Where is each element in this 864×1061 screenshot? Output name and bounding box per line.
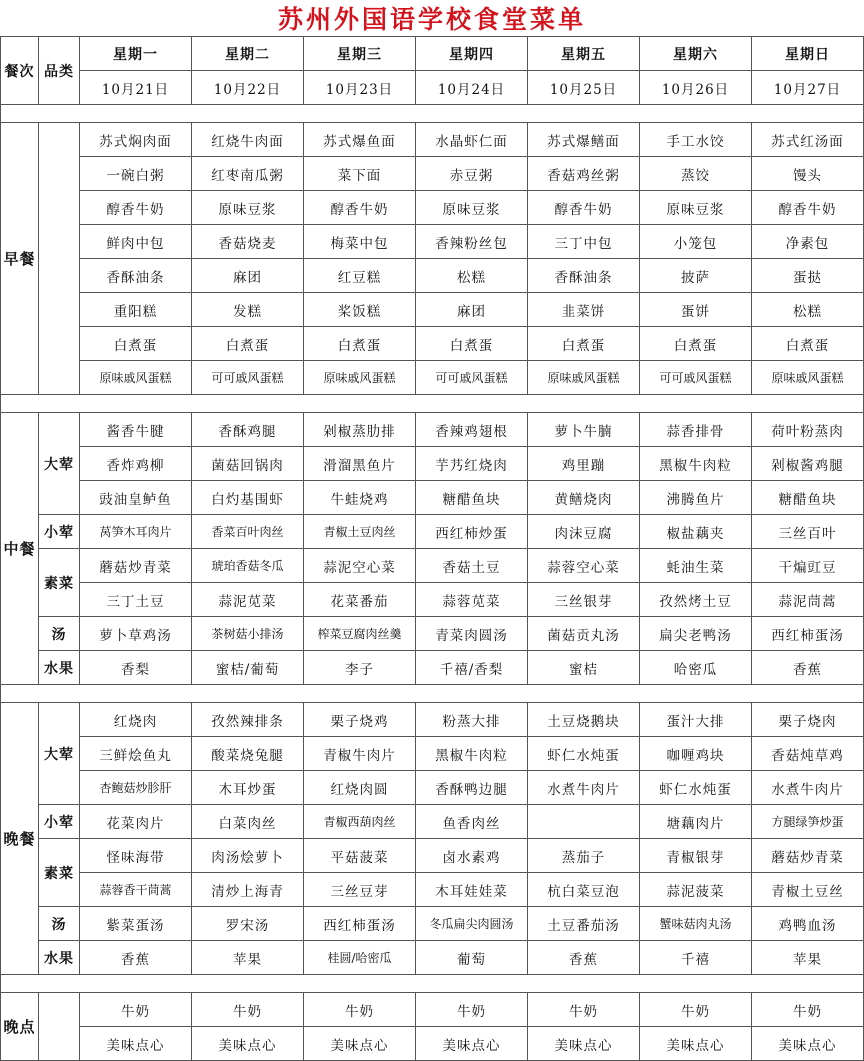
- table-row: [1, 293, 864, 327]
- menu-item: 栗子烧鸡: [304, 703, 416, 737]
- menu-item: 千禧: [640, 941, 752, 975]
- menu-item: 土豆烧鹅块: [528, 703, 640, 737]
- date-header: 10月22日: [192, 71, 304, 105]
- menu-item: 花菜番茄: [304, 583, 416, 617]
- menu-item: 美味点心: [640, 1027, 752, 1061]
- menu-item: 肉汤烩萝卜: [192, 839, 304, 873]
- menu-item: 西红柿蛋汤: [752, 617, 864, 651]
- category-label: 素菜: [39, 839, 80, 907]
- menu-item: 卤水素鸡: [416, 839, 528, 873]
- menu-item: 萝卜牛腩: [528, 413, 640, 447]
- menu-item: 香菇鸡丝粥: [528, 157, 640, 191]
- header-row-days: [1, 37, 864, 71]
- menu-item: 剁椒酱鸡腿: [752, 447, 864, 481]
- menu-item: 芋艿红烧肉: [416, 447, 528, 481]
- category-label: 小荤: [39, 805, 80, 839]
- date-header: 10月26日: [640, 71, 752, 105]
- day-header: 星期五: [528, 37, 640, 71]
- menu-item: 披萨: [640, 259, 752, 293]
- menu-item: 香菇炖草鸡: [752, 737, 864, 771]
- menu-item: 木耳炒蛋: [192, 771, 304, 805]
- menu-item: 扁尖老鸭汤: [640, 617, 752, 651]
- menu-item: 红烧牛肉面: [192, 123, 304, 157]
- menu-item: 鱼香肉丝: [416, 805, 528, 839]
- table-row: [1, 361, 864, 395]
- menu-item: 蛋饼: [640, 293, 752, 327]
- menu-item: 怪味海带: [80, 839, 192, 873]
- table-row: [1, 651, 864, 685]
- menu-item: 牛奶: [192, 993, 304, 1027]
- table-row: [1, 225, 864, 259]
- day-header: 星期二: [192, 37, 304, 71]
- menu-item: 清炒上海青: [192, 873, 304, 907]
- menu-item: 牛奶: [528, 993, 640, 1027]
- menu-item: 栗子烧肉: [752, 703, 864, 737]
- menu-item: 杭白菜豆泡: [528, 873, 640, 907]
- menu-item: 蒜泥空心菜: [304, 549, 416, 583]
- category-label: 水果: [39, 941, 80, 975]
- menu-item: 蒸茄子: [528, 839, 640, 873]
- menu-item: 水煮牛肉片: [528, 771, 640, 805]
- menu-item: 咖喱鸡块: [640, 737, 752, 771]
- menu-item: 塘藕肉片: [640, 805, 752, 839]
- menu-item: 美味点心: [528, 1027, 640, 1061]
- menu-item: 糖醋鱼块: [752, 481, 864, 515]
- day-header: 星期六: [640, 37, 752, 71]
- menu-item: 苹果: [752, 941, 864, 975]
- menu-item: 白菜肉丝: [192, 805, 304, 839]
- menu-item: 美味点心: [752, 1027, 864, 1061]
- section-gap: [1, 685, 864, 703]
- table-row: [1, 1027, 864, 1061]
- header-row-dates: [1, 71, 864, 105]
- date-header: 10月23日: [304, 71, 416, 105]
- menu-item: 蒜蓉香干茼蒿: [80, 873, 192, 907]
- table-row: [1, 447, 864, 481]
- menu-item: 美味点心: [80, 1027, 192, 1061]
- menu-item: 牛奶: [416, 993, 528, 1027]
- menu-item: 牛奶: [752, 993, 864, 1027]
- day-header: 星期一: [80, 37, 192, 71]
- menu-item: 三丝百叶: [752, 515, 864, 549]
- menu-item: 白煮蛋: [640, 327, 752, 361]
- menu-item: 原味戚风蛋糕: [752, 361, 864, 395]
- date-header: 10月21日: [80, 71, 192, 105]
- menu-item: 香蕉: [528, 941, 640, 975]
- menu-item: 冬瓜扁尖肉圆汤: [416, 907, 528, 941]
- menu-item: 罗宋汤: [192, 907, 304, 941]
- menu-item: 醇香牛奶: [528, 191, 640, 225]
- menu-item: 杏鲍菇炒胗肝: [80, 771, 192, 805]
- menu-item: 李子: [304, 651, 416, 685]
- menu-item: 三丝豆芽: [304, 873, 416, 907]
- menu-item: 青菜肉圆汤: [416, 617, 528, 651]
- menu-item: 原味豆浆: [416, 191, 528, 225]
- menu-item: 香菇烧麦: [192, 225, 304, 259]
- section-gap: [1, 975, 864, 993]
- meal-label: 晚餐: [1, 703, 39, 975]
- day-header: 星期四: [416, 37, 528, 71]
- meal-header: 餐次: [1, 37, 39, 105]
- menu-item: 香酥油条: [80, 259, 192, 293]
- menu-item: 木耳娃娃菜: [416, 873, 528, 907]
- menu-item: 苏式红汤面: [752, 123, 864, 157]
- table-row: [1, 157, 864, 191]
- menu-item: 蘑菇炒青菜: [752, 839, 864, 873]
- section-gap: [1, 395, 864, 413]
- date-header: 10月25日: [528, 71, 640, 105]
- menu-item: 小笼包: [640, 225, 752, 259]
- category-label: 大荤: [39, 413, 80, 515]
- table-row: [1, 515, 864, 549]
- menu-item: 蒸饺: [640, 157, 752, 191]
- menu-item: 蛋汁大排: [640, 703, 752, 737]
- category-label: [39, 123, 80, 395]
- menu-item: 赤豆粥: [416, 157, 528, 191]
- menu-item: 孜然辣排条: [192, 703, 304, 737]
- menu-item: 茶树菇小排汤: [192, 617, 304, 651]
- category-label: 小荤: [39, 515, 80, 549]
- menu-item: 原味戚风蛋糕: [304, 361, 416, 395]
- menu-item: 麻团: [416, 293, 528, 327]
- menu-item: 鸡里蹦: [528, 447, 640, 481]
- menu-item: 青椒牛肉片: [304, 737, 416, 771]
- menu-item: 苏式爆鳝面: [528, 123, 640, 157]
- menu-item: 蜜桔: [528, 651, 640, 685]
- table-row: [1, 617, 864, 651]
- category-label: [39, 993, 80, 1061]
- menu-item: 醇香牛奶: [80, 191, 192, 225]
- menu-item: 白煮蛋: [192, 327, 304, 361]
- menu-item: 美味点心: [304, 1027, 416, 1061]
- menu-item: 梅菜中包: [304, 225, 416, 259]
- table-row: [1, 703, 864, 737]
- menu-item: 可可戚风蛋糕: [416, 361, 528, 395]
- menu-item: 发糕: [192, 293, 304, 327]
- gap-cell: [1, 105, 864, 123]
- menu-item: 粉蒸大排: [416, 703, 528, 737]
- menu-item: 蒜香排骨: [640, 413, 752, 447]
- menu-item: 醇香牛奶: [752, 191, 864, 225]
- table-row: [1, 259, 864, 293]
- menu-item: 青椒土豆丝: [752, 873, 864, 907]
- menu-item: 白煮蛋: [304, 327, 416, 361]
- meal-label: 晚点: [1, 993, 39, 1061]
- menu-item: 黑椒牛肉粒: [416, 737, 528, 771]
- menu-item: 荷叶粉蒸肉: [752, 413, 864, 447]
- menu-item: 醇香牛奶: [304, 191, 416, 225]
- table-row: [1, 993, 864, 1027]
- menu-item: 美味点心: [416, 1027, 528, 1061]
- menu-item: 三丁土豆: [80, 583, 192, 617]
- menu-item: 豉油皇鲈鱼: [80, 481, 192, 515]
- menu-item: 葡萄: [416, 941, 528, 975]
- gap-cell: [1, 685, 864, 703]
- menu-item: 黄鳝烧肉: [528, 481, 640, 515]
- menu-item: 苹果: [192, 941, 304, 975]
- menu-item: 重阳糕: [80, 293, 192, 327]
- menu-item: 三丁中包: [528, 225, 640, 259]
- menu-item: 美味点心: [192, 1027, 304, 1061]
- table-row: [1, 941, 864, 975]
- menu-item: 黑椒牛肉粒: [640, 447, 752, 481]
- menu-item: 青椒西葫肉丝: [304, 805, 416, 839]
- menu-item: 苏式爆鱼面: [304, 123, 416, 157]
- day-header: 星期日: [752, 37, 864, 71]
- menu-item: 牛奶: [304, 993, 416, 1027]
- table-row: [1, 549, 864, 583]
- menu-item: 哈密瓜: [640, 651, 752, 685]
- page-title: 苏州外国语学校食堂菜单: [277, 5, 586, 34]
- menu-item: 牛蛙烧鸡: [304, 481, 416, 515]
- table-row: [1, 327, 864, 361]
- table-row: [1, 907, 864, 941]
- menu-item: 榨菜豆腐肉丝羹: [304, 617, 416, 651]
- menu-item: 馒头: [752, 157, 864, 191]
- menu-item: 可可戚风蛋糕: [192, 361, 304, 395]
- menu-item: 西红柿蛋汤: [304, 907, 416, 941]
- menu-item: 虾仁水炖蛋: [640, 771, 752, 805]
- menu-item: 椒盐藕夹: [640, 515, 752, 549]
- menu-item: 莴笋木耳肉片: [80, 515, 192, 549]
- menu-item: 酱香牛腱: [80, 413, 192, 447]
- menu-item: 红豆糕: [304, 259, 416, 293]
- menu-item: 紫菜蛋汤: [80, 907, 192, 941]
- menu-item: 白煮蛋: [416, 327, 528, 361]
- day-header: 星期三: [304, 37, 416, 71]
- menu-item: 干煸豇豆: [752, 549, 864, 583]
- menu-item: 千禧/香梨: [416, 651, 528, 685]
- menu-item: 香梨: [80, 651, 192, 685]
- menu-item: 原味戚风蛋糕: [528, 361, 640, 395]
- category-label: 水果: [39, 651, 80, 685]
- menu-item: 蒜泥茼蒿: [752, 583, 864, 617]
- menu-item: 松糕: [752, 293, 864, 327]
- table-row: [1, 737, 864, 771]
- section-gap: [1, 105, 864, 123]
- date-header: 10月24日: [416, 71, 528, 105]
- menu-item: 白煮蛋: [752, 327, 864, 361]
- menu-item: 三丝银芽: [528, 583, 640, 617]
- menu-item: 水晶虾仁面: [416, 123, 528, 157]
- menu-item: 滑溜黑鱼片: [304, 447, 416, 481]
- menu-item: 香炸鸡柳: [80, 447, 192, 481]
- menu-item: 蒜蓉空心菜: [528, 549, 640, 583]
- menu-item: 花菜肉片: [80, 805, 192, 839]
- menu-item: 原味豆浆: [640, 191, 752, 225]
- menu-item: 白煮蛋: [80, 327, 192, 361]
- menu-item: 虾仁水炖蛋: [528, 737, 640, 771]
- menu-item: 蒜蓉苋菜: [416, 583, 528, 617]
- menu-item: 剁椒蒸肋排: [304, 413, 416, 447]
- menu-item: 平菇菠菜: [304, 839, 416, 873]
- menu-item: 香菇土豆: [416, 549, 528, 583]
- meal-label: 早餐: [1, 123, 39, 395]
- menu-item: 青椒银芽: [640, 839, 752, 873]
- table-row: [1, 481, 864, 515]
- category-label: 汤: [39, 907, 80, 941]
- menu-item: 一碗白粥: [80, 157, 192, 191]
- menu-body: [1, 37, 864, 1061]
- table-row: [1, 771, 864, 805]
- menu-item: 琥珀香菇冬瓜: [192, 549, 304, 583]
- menu-item: 香酥油条: [528, 259, 640, 293]
- category-label: 大荤: [39, 703, 80, 805]
- table-row: [1, 805, 864, 839]
- menu-item: 肉沫豆腐: [528, 515, 640, 549]
- menu-item: 松糕: [416, 259, 528, 293]
- menu-item: [528, 805, 640, 839]
- table-row: [1, 123, 864, 157]
- menu-item: 鸡鸭血汤: [752, 907, 864, 941]
- menu-item: 青椒土豆肉丝: [304, 515, 416, 549]
- menu-item: 红烧肉: [80, 703, 192, 737]
- menu-item: 西红柿炒蛋: [416, 515, 528, 549]
- menu-item: 牛奶: [640, 993, 752, 1027]
- table-row: [1, 873, 864, 907]
- menu-item: 香菜百叶肉丝: [192, 515, 304, 549]
- table-row: [1, 413, 864, 447]
- menu-item: 鲜肉中包: [80, 225, 192, 259]
- menu-item: 菌菇回锅肉: [192, 447, 304, 481]
- menu-item: 糖醋鱼块: [416, 481, 528, 515]
- meal-label: 中餐: [1, 413, 39, 685]
- menu-item: 韭菜饼: [528, 293, 640, 327]
- menu-item: 沸腾鱼片: [640, 481, 752, 515]
- menu-item: 方腿绿笋炒蛋: [752, 805, 864, 839]
- menu-item: 原味豆浆: [192, 191, 304, 225]
- gap-cell: [1, 975, 864, 993]
- menu-item: 香酥鸡腿: [192, 413, 304, 447]
- table-row: [1, 191, 864, 225]
- menu-item: 蒜泥菠菜: [640, 873, 752, 907]
- menu-item: 萝卜草鸡汤: [80, 617, 192, 651]
- table-row: [1, 583, 864, 617]
- menu-item: 蛋挞: [752, 259, 864, 293]
- category-header: 品类: [39, 37, 80, 105]
- menu-item: 香辣粉丝包: [416, 225, 528, 259]
- table-row: [1, 839, 864, 873]
- category-label: 素菜: [39, 549, 80, 617]
- menu-item: 蒜泥苋菜: [192, 583, 304, 617]
- menu-item: 三鲜烩鱼丸: [80, 737, 192, 771]
- menu-item: 酸菜烧兔腿: [192, 737, 304, 771]
- gap-cell: [1, 395, 864, 413]
- menu-item: 净素包: [752, 225, 864, 259]
- menu-table: [0, 36, 864, 1061]
- menu-item: 红烧肉圆: [304, 771, 416, 805]
- menu-item: 桨饭糕: [304, 293, 416, 327]
- menu-item: 手工水饺: [640, 123, 752, 157]
- menu-item: 白灼基围虾: [192, 481, 304, 515]
- menu-item: 蘑菇炒青菜: [80, 549, 192, 583]
- menu-item: 麻团: [192, 259, 304, 293]
- menu-item: 蜜桔/葡萄: [192, 651, 304, 685]
- menu-item: 水煮牛肉片: [752, 771, 864, 805]
- menu-item: 蚝油生菜: [640, 549, 752, 583]
- menu-item: 原味戚风蛋糕: [80, 361, 192, 395]
- menu-item: 菜下面: [304, 157, 416, 191]
- menu-item: 土豆番茄汤: [528, 907, 640, 941]
- menu-item: 孜然烤土豆: [640, 583, 752, 617]
- menu-item: 桂圆/哈密瓜: [304, 941, 416, 975]
- menu-item: 香蕉: [80, 941, 192, 975]
- menu-item: 白煮蛋: [528, 327, 640, 361]
- menu-item: 香酥鸭边腿: [416, 771, 528, 805]
- date-header: 10月27日: [752, 71, 864, 105]
- menu-item: 香蕉: [752, 651, 864, 685]
- menu-item: 苏式焖肉面: [80, 123, 192, 157]
- menu-item: 红枣南瓜粥: [192, 157, 304, 191]
- category-label: 汤: [39, 617, 80, 651]
- menu-item: 可可戚风蛋糕: [640, 361, 752, 395]
- menu-item: 香辣鸡翅根: [416, 413, 528, 447]
- menu-item: 菌菇贡丸汤: [528, 617, 640, 651]
- menu-item: 蟹味菇肉丸汤: [640, 907, 752, 941]
- menu-item: 牛奶: [80, 993, 192, 1027]
